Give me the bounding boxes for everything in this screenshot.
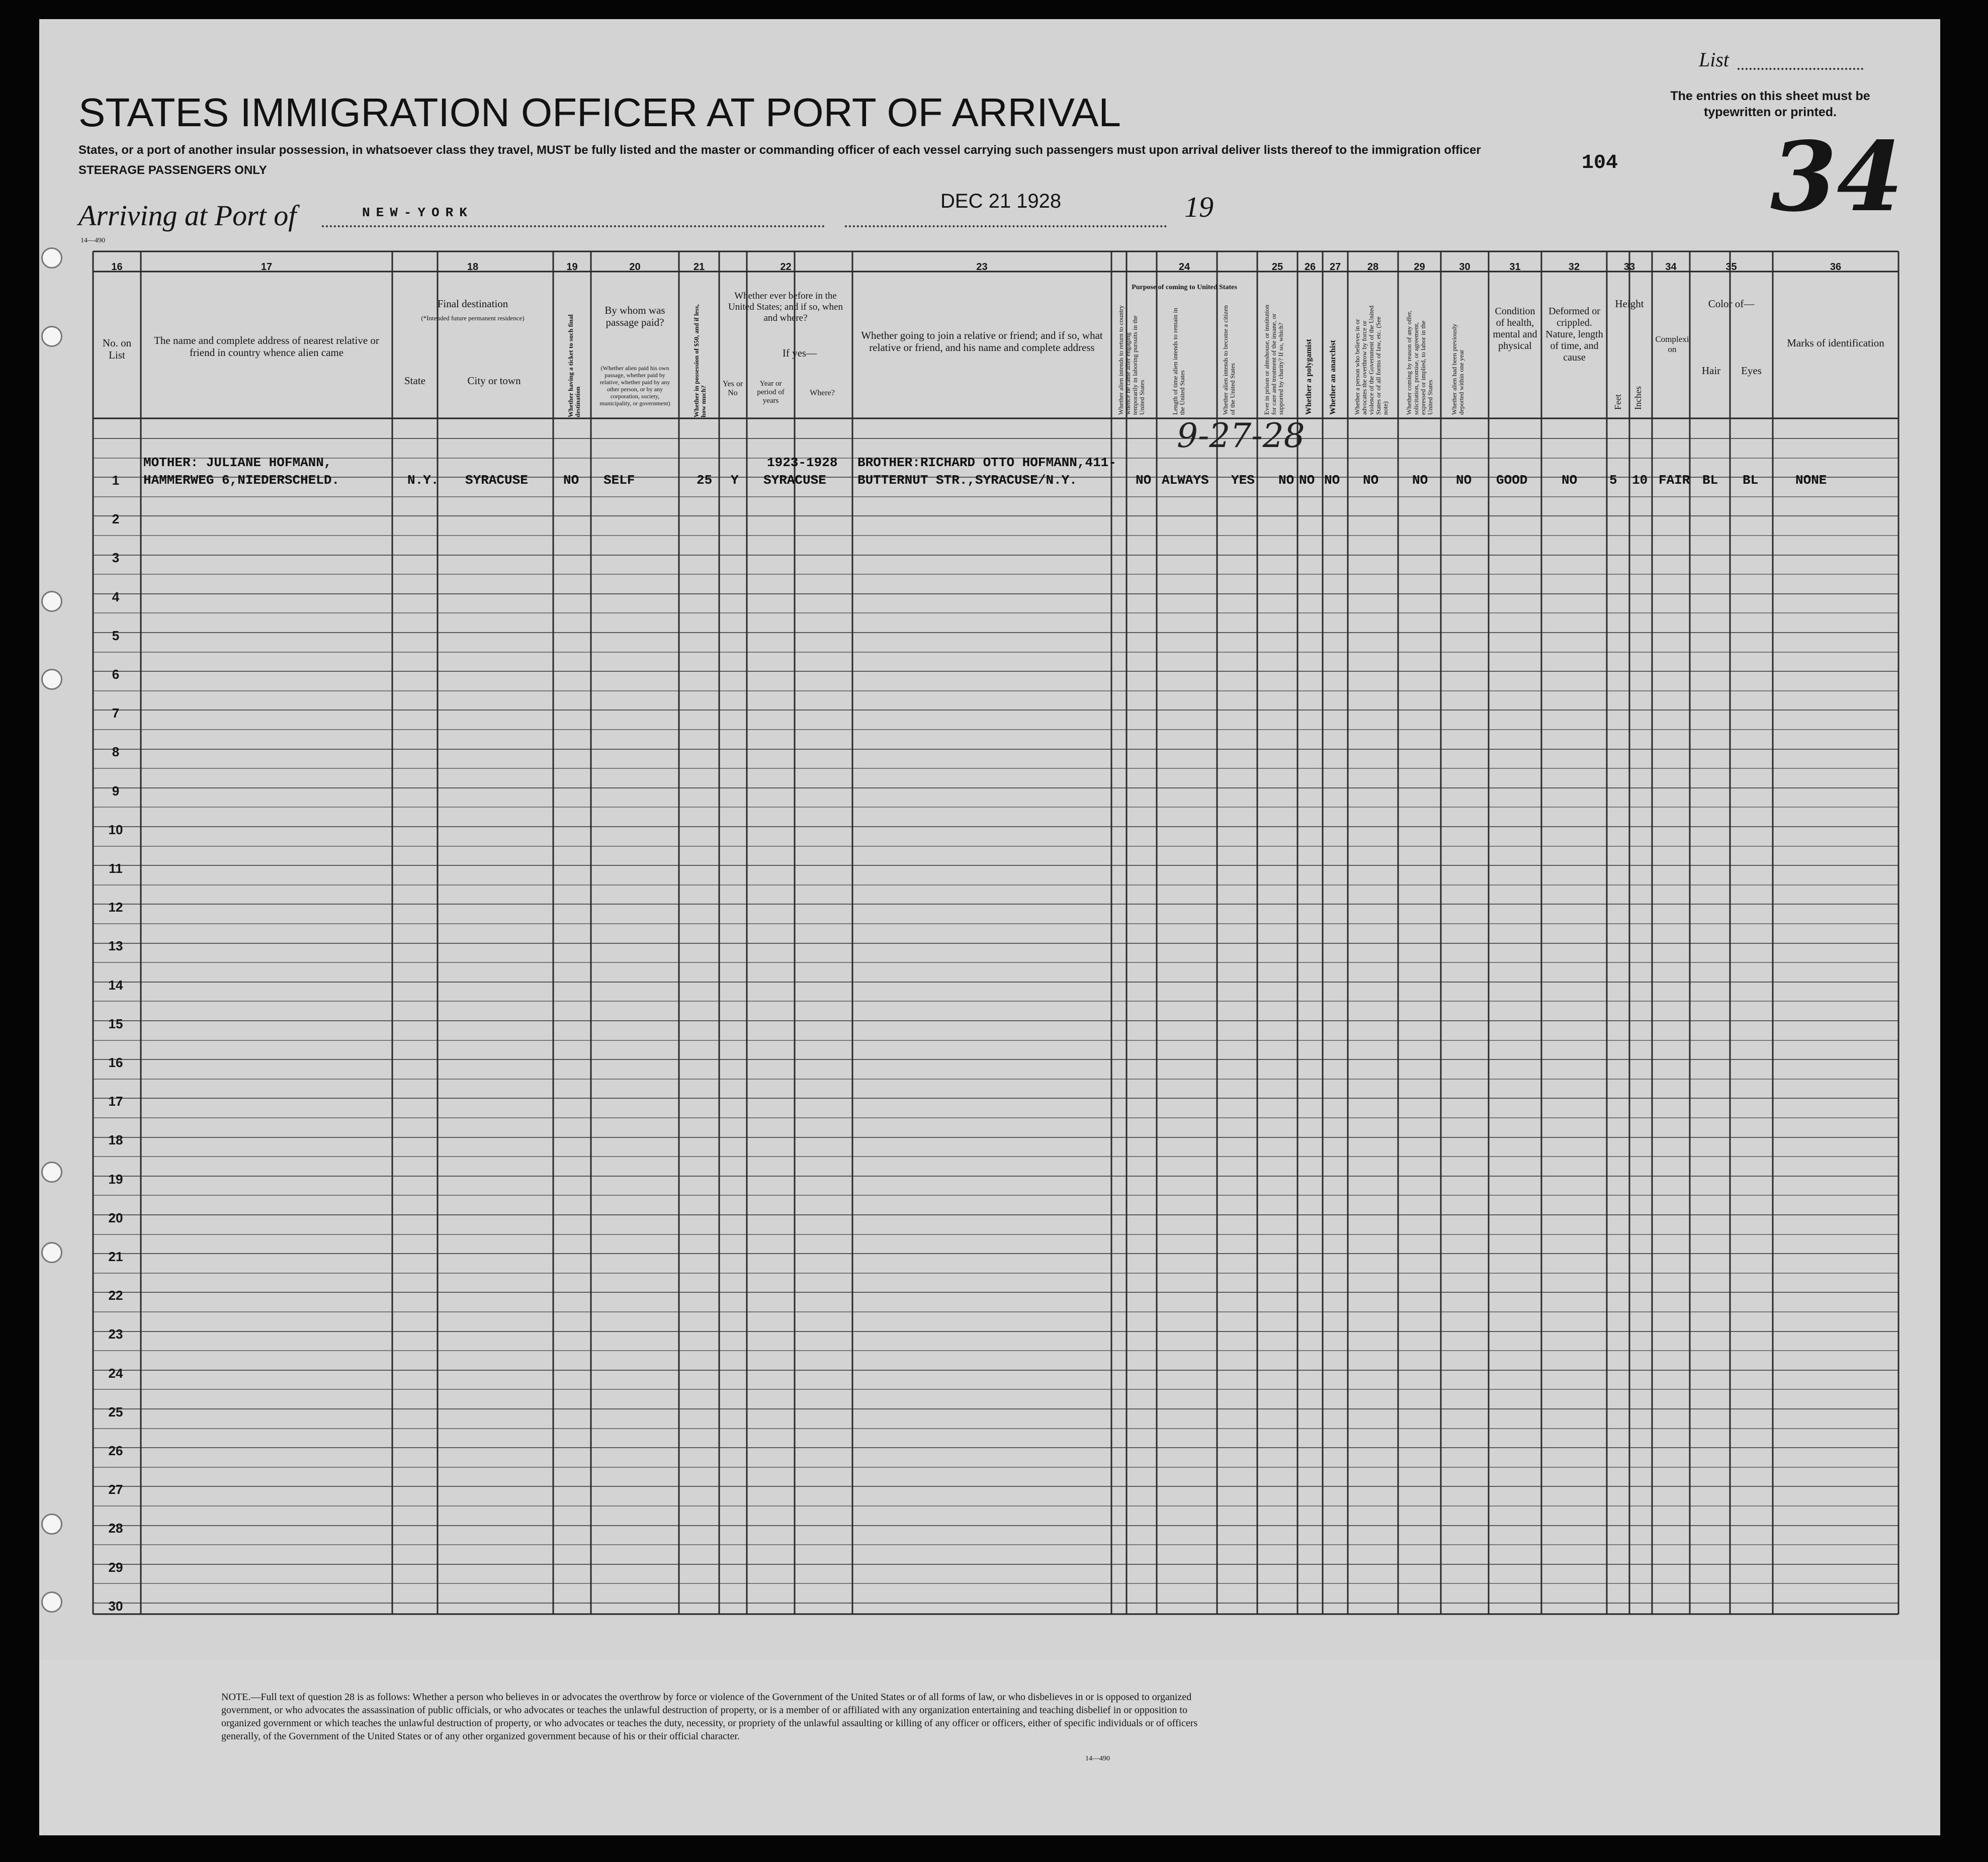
row-number: 7 xyxy=(112,705,120,721)
entry-join-line2: BUTTERNUT STR.,SYRACUSE/N.Y. xyxy=(857,473,1077,488)
col-num: 20 xyxy=(629,261,641,273)
row-number: 8 xyxy=(112,744,120,759)
row-number: 20 xyxy=(108,1210,123,1225)
col-num: 17 xyxy=(261,261,273,273)
row-number: 5 xyxy=(112,628,120,643)
entry-q29: NO xyxy=(1412,473,1428,488)
entry-inches: 10 xyxy=(1632,473,1648,488)
entry-paid-by: SELF xyxy=(603,473,635,488)
header-final-destination-note: (*Intended future permanent residence) xyxy=(421,314,525,322)
entry-q28: NO xyxy=(1363,473,1379,488)
row-number: 3 xyxy=(112,550,120,565)
row-number: 23 xyxy=(108,1326,123,1342)
form-code: 14—490 xyxy=(1085,1755,1110,1762)
col-num: 36 xyxy=(1830,261,1842,273)
row-number: 24 xyxy=(108,1366,123,1381)
header-ticket: Whether having a ticket to such final destination xyxy=(567,314,581,417)
page-number: 34 xyxy=(1770,121,1904,233)
entry-join-line1: BROTHER:RICHARD OTTO HOFMANN,411- xyxy=(857,455,1116,470)
entry-prison: NO xyxy=(1278,473,1294,488)
row-number: 14 xyxy=(108,978,123,993)
entry-state: N.Y. xyxy=(407,473,439,488)
col-num: 28 xyxy=(1367,261,1379,273)
header-eyes: Eyes xyxy=(1741,365,1762,377)
entry-marks: NONE xyxy=(1795,473,1827,488)
entry-eyes: BL xyxy=(1743,473,1759,488)
col-num: 35 xyxy=(1725,261,1737,273)
header-q29: Whether coming by reason of any offer, solicitation, promise, or agreement, expressed or implied, to labor in the United States xyxy=(1405,310,1434,415)
header-height: Height xyxy=(1615,298,1644,310)
port-blank xyxy=(322,225,825,227)
row-number: 30 xyxy=(108,1599,123,1614)
header-money: Whether in possession of $50, and if less, how much? xyxy=(693,304,707,417)
entry-deformed: NO xyxy=(1562,473,1578,488)
punch-hole xyxy=(41,1242,62,1263)
row-number: 10 xyxy=(108,822,123,837)
header-feet: Feet xyxy=(1613,394,1623,410)
header-q30: Whether alien had been previously deported within one year xyxy=(1450,323,1465,415)
punch-hole xyxy=(41,1514,62,1535)
entry-citizen: YES xyxy=(1231,473,1255,488)
entry-return: NO xyxy=(1136,473,1152,488)
header-q28: Whether a person who believes in or advocates the overthrow by force or violence of the Government of the United States or of all forms of law, etc. (See note) xyxy=(1353,305,1389,415)
row-number: 18 xyxy=(108,1132,123,1147)
list-blank xyxy=(1738,68,1863,70)
col-num: 23 xyxy=(976,261,988,273)
header-if-yes: If yes— xyxy=(782,347,817,359)
form-code-top: 14—490 xyxy=(80,237,105,244)
arriving-label: Arriving at Port of xyxy=(78,199,297,232)
header-inches: Inches xyxy=(1633,386,1643,410)
col-num: 27 xyxy=(1329,261,1341,273)
entry-length: ALWAYS xyxy=(1162,473,1209,488)
entry-city: SYRACUSE xyxy=(465,473,528,488)
header-purpose-b: Length of time alien intends to remain in the United States xyxy=(1171,308,1186,415)
col-num: 19 xyxy=(566,261,578,273)
punch-hole xyxy=(41,247,62,269)
header-state: State xyxy=(404,375,425,387)
row-number: 12 xyxy=(108,900,123,915)
arrival-date: DEC 21 1928 xyxy=(940,190,1062,212)
header-passage-paid: By whom was passage paid? xyxy=(604,304,665,328)
row-number: 1 xyxy=(112,473,120,488)
row-number: 26 xyxy=(108,1443,123,1458)
col-num: 31 xyxy=(1509,261,1521,273)
steerage-label: STEERAGE PASSENGERS ONLY xyxy=(78,163,267,177)
col-num: 16 xyxy=(111,261,123,273)
handwritten-date: 9-27-28 xyxy=(1177,416,1305,455)
col-num: 25 xyxy=(1271,261,1283,273)
row-number: 17 xyxy=(108,1094,123,1109)
header-deformed: Deformed or crippled. Nature, length of time, and cause xyxy=(1545,306,1603,363)
row-number: 29 xyxy=(108,1560,123,1575)
row-number: 25 xyxy=(108,1404,123,1420)
header-hair: Hair xyxy=(1701,365,1721,377)
header-purpose-c: Whether alien intends to become a citizen of the United States xyxy=(1222,305,1236,415)
port-value: NEW-YORK xyxy=(362,205,473,220)
header-where: Where? xyxy=(810,389,835,397)
col-num: 21 xyxy=(693,261,705,273)
row-number: 22 xyxy=(108,1288,123,1303)
year-prefix: 19 xyxy=(1184,191,1214,223)
entry-health: GOOD xyxy=(1496,473,1528,488)
col-num: 24 xyxy=(1178,261,1190,273)
header-no-on-list: No. on List xyxy=(102,337,132,361)
date-blank xyxy=(845,225,1167,227)
entries-note: The entries on this sheet must be typewritten or printed. xyxy=(1670,89,1870,119)
col-num: 18 xyxy=(467,261,479,273)
list-label: List xyxy=(1699,48,1730,71)
punch-hole xyxy=(41,669,62,690)
col-num: 22 xyxy=(780,261,792,273)
header-color-of: Color of— xyxy=(1708,298,1755,310)
header-passage-note: (Whether alien paid his own passage, whether paid by relative, whether paid by any other person, or by any corporation, society, municipality, or government) xyxy=(599,365,670,407)
punch-hole xyxy=(41,326,62,347)
entry-q30: NO xyxy=(1456,473,1472,488)
list-code: 104 xyxy=(1582,152,1618,174)
question-28-note: NOTE.—Full text of question 28 is as follows: Whether a person who believes in or advocates the overthrow by force or violence of the Government of the United States or of all forms of law, or who disbelieves in or is opposed to organized government, or who advocates the assassination of public officials, or who advocates or teaches the unlawful destruction of property, or is a member of or affiliated with any organization entertaining and teaching disbelief in or opposition to organized government or which teaches the unlawful destruction of property, or who advocates or teaches the duty, necessity, or propriety of the unlawful assaulting or killing of any officer or officers, either of specific individuals or of officers generally, of the Government of the United States or of any other organized government because of his or their official character. xyxy=(221,1692,1198,1742)
entry-money: 25 xyxy=(697,473,713,488)
entry-period: 1923-1928 xyxy=(767,455,838,470)
row-number: 9 xyxy=(112,783,120,799)
header-marks: Marks of identification xyxy=(1787,337,1884,349)
header-ever-before: Whether ever before in the United States; and if so, when and where? xyxy=(728,291,843,323)
header-health: Condition of health, mental and physical xyxy=(1493,306,1537,351)
header-final-destination: Final destination xyxy=(437,298,508,310)
entry-hair: BL xyxy=(1702,473,1718,488)
entry-ticket: NO xyxy=(563,473,579,488)
header-complexion: Complexion xyxy=(1655,334,1689,354)
page-title: STATES IMMIGRATION OFFICER AT PORT OF ARRIVAL xyxy=(78,90,1121,135)
entry-where: SYRACUSE xyxy=(763,473,826,488)
entry-polygamist: NO xyxy=(1299,473,1315,488)
header-anarchist: Whether an anarchist xyxy=(1329,340,1337,415)
header-relative-address: The name and complete address of nearest relative or friend in country whence alien came xyxy=(154,334,379,359)
entry-complexion: FAIR xyxy=(1659,473,1690,488)
col-num: 26 xyxy=(1304,261,1316,273)
col-num: 29 xyxy=(1414,261,1425,273)
row-number: 16 xyxy=(108,1055,123,1070)
header-polygamist: Whether a polygamist xyxy=(1305,339,1313,415)
punch-hole xyxy=(41,591,62,612)
col-num: 30 xyxy=(1459,261,1471,273)
entry-relative-line2: HAMMERWEG 6,NIEDERSCHELD. xyxy=(143,473,340,488)
entry-anarchist: NO xyxy=(1324,473,1340,488)
row-number: 19 xyxy=(108,1172,123,1187)
row-number: 21 xyxy=(108,1249,123,1264)
header-year-period: Year or period of years xyxy=(757,380,785,405)
row-number: 28 xyxy=(108,1521,123,1536)
header-purpose: Purpose of coming to United States xyxy=(1132,284,1237,291)
header-prison: Ever in prison or almshouse, or institution for care and treatment of the insane, or supported by charity? If so, which? xyxy=(1263,304,1284,415)
entry-relative-line1: MOTHER: JULIANE HOFMANN, xyxy=(143,455,332,470)
row-number: 6 xyxy=(112,667,120,682)
entry-feet: 5 xyxy=(1609,473,1617,488)
col-num: 34 xyxy=(1665,261,1677,273)
row-number: 15 xyxy=(108,1016,123,1031)
col-num: 33 xyxy=(1623,261,1635,273)
row-number: 27 xyxy=(108,1482,123,1497)
header-yes-no: Yes or No xyxy=(722,380,743,397)
header-city: City or town xyxy=(467,375,521,387)
instructions-text: States, or a port of another insular possession, in whatsoever class they travel, MUST be fully listed and the master or commanding officer of each vessel carrying such passengers must upon arrival deliver lists thereof to the immigration officer xyxy=(78,143,1481,157)
row-number: 11 xyxy=(109,861,123,876)
row-number: 2 xyxy=(112,511,120,526)
header-purpose-a: Whether alien intends to return to country whence he came after engaging temporarily in laboring pursuits in the United States xyxy=(1117,305,1146,415)
entry-ever-before: Y xyxy=(731,473,739,488)
header-join-relative: Whether going to join a relative or friend; and if so, what relative or friend, and his name and complete address xyxy=(861,329,1103,353)
punch-hole xyxy=(41,1591,62,1613)
col-num: 32 xyxy=(1568,261,1580,273)
row-number: 13 xyxy=(108,938,123,953)
row-number: 4 xyxy=(112,589,120,604)
punch-hole xyxy=(41,1162,62,1183)
